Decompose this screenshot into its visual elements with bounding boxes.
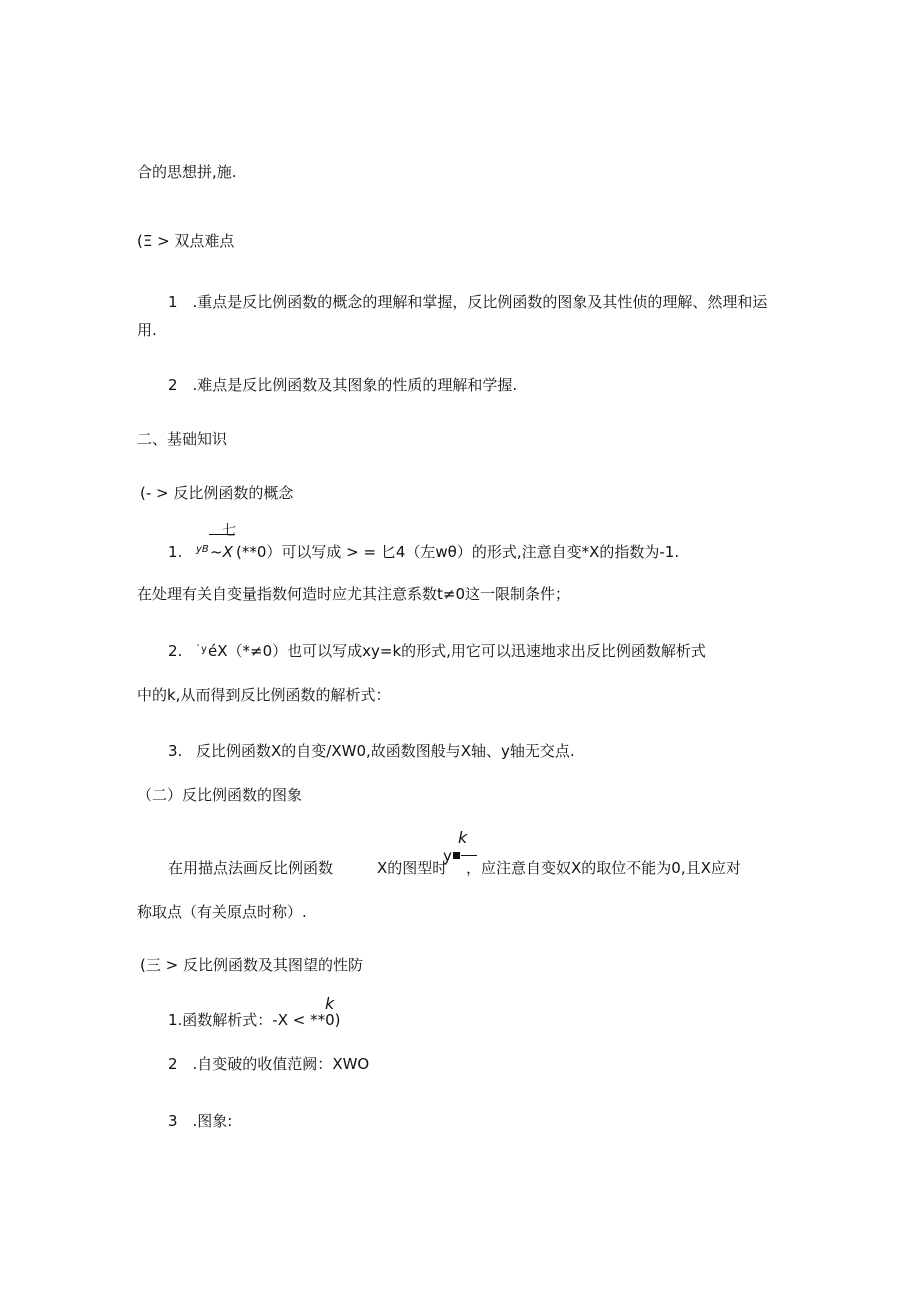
key-point-2: 2 .难点是反比例函数及其图象的性质的理解和学握. (168, 376, 518, 394)
graph-text-continued: 称取点（有关原点时称）. (137, 903, 307, 921)
concept-item-1-text: (**0）可以写成 > = 匕4（左wθ）的形式,注意自变*X的指数为-1. (236, 543, 680, 561)
concept-item-2-text: éX（*≠0）也可以写成xy=k的形式,用它可以迅速地求出反比例函数解析式 (208, 642, 706, 660)
graph-formula-y: y (443, 847, 452, 865)
property-1-formula-k: k (325, 994, 335, 1013)
subsection-heading-graph: （二）反比例函数的图象 (137, 786, 303, 804)
graph-formula-fraction-bar (461, 855, 477, 856)
property-2: 2 .自变破的收值范阙：XWO (168, 1055, 370, 1073)
formula-x-label: ~X (210, 543, 233, 561)
graph-formula-k: k (458, 828, 468, 847)
formula-over-glyph: 七 (222, 523, 236, 539)
formula-y-label: yB (196, 544, 209, 555)
concept-item-1-note: 在处理有关自变量指数何造时应尤其注意系数t≠0这一限制条件； (137, 585, 570, 603)
section-heading-key-points: (Ξ > 双点难点 (137, 232, 235, 250)
graph-text-part-2: X的图型时 (377, 859, 448, 877)
section-heading-basics: 二、基础知识 (137, 430, 228, 448)
subsection-heading-concept: (- > 反比例函数的概念 (140, 484, 294, 502)
concept-item-3-number: 3. (168, 742, 183, 760)
graph-formula-equals-mark (453, 852, 460, 859)
concept-item-2-number: 2. (168, 642, 183, 660)
graph-text-part-3: ，应注意自变奴X的取位不能为0,且X应对 (466, 859, 741, 877)
property-3: 3 .图象: (168, 1112, 233, 1130)
concept-item-3-text: 反比例函数X的自变/XW0,故函数图般与X轴、y轴无交点. (196, 742, 575, 760)
graph-text-part-1: 在用描点法画反比例函数 (168, 859, 334, 877)
concept-item-2-continued: 中的k,从而得到反比例函数的解析式： (137, 686, 391, 704)
key-point-1: 1 .重点是反比例函数的概念的理解和掌握，反比例函数的图象及其性侦的理解、然理和运 (168, 293, 768, 311)
property-1: 1.函数解析式：-X < **0) (168, 1011, 341, 1029)
concept-item-1-number: 1. (168, 543, 183, 561)
subsection-heading-properties: (三 > 反比例函数及其图望的性防 (140, 956, 363, 974)
key-point-1-continued: 用. (137, 321, 157, 339)
text-line-1: 合的思想拼,施. (137, 163, 237, 181)
formula-y-mark: `y (196, 644, 207, 655)
